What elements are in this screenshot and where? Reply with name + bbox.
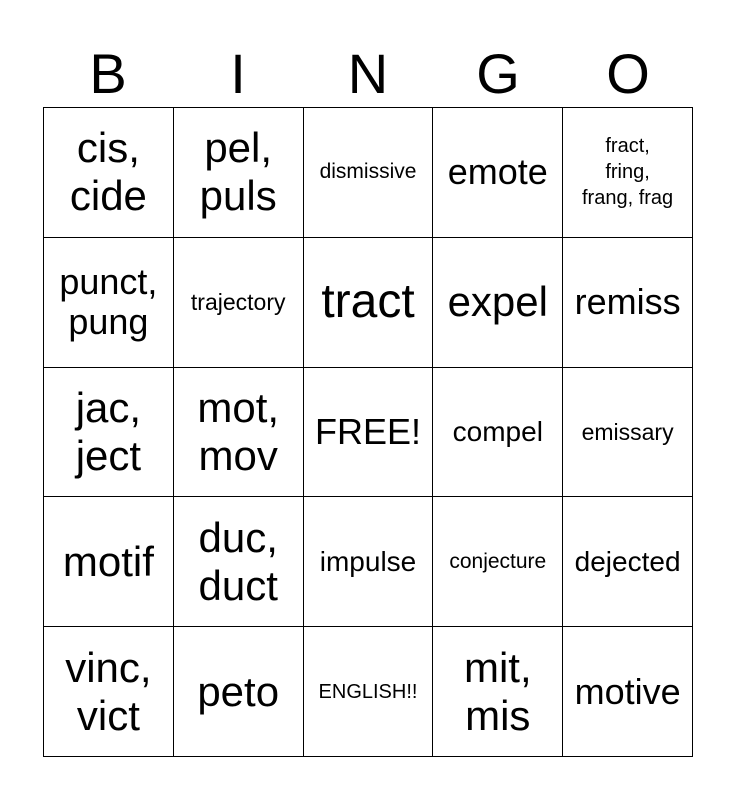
bingo-cell-r2-c2[interactable]: trajectory [174,238,304,368]
bingo-cell-r3-c5[interactable]: emissary [563,368,693,498]
bingo-cell-r1-c5[interactable]: fract, fring, frang, frag [563,108,693,238]
header-letter-b: B [89,42,127,105]
bingo-cell-r4-c2[interactable]: duc, duct [174,497,304,627]
bingo-cell-r1-c4[interactable]: emote [433,108,563,238]
bingo-board [43,107,693,757]
bingo-cell-r2-c1[interactable]: punct, pung [44,238,174,368]
header-letter-n: N [347,42,389,105]
bingo-cell-r2-c4[interactable]: expel [433,238,563,368]
bingo-cell-r4-c4[interactable]: conjecture [433,497,563,627]
bingo-cell-r4-c1[interactable]: motif [44,497,174,627]
bingo-cell-r3-c3-free-space[interactable]: FREE! [304,368,434,498]
bingo-cell-r5-c5[interactable]: motive [563,627,693,757]
bingo-cell-r2-c5[interactable]: remiss [563,238,693,368]
bingo-cell-r1-c2[interactable]: pel, puls [174,108,304,238]
bingo-cell-r5-c1[interactable]: vinc, vict [44,627,174,757]
header-letter-i: I [230,42,246,105]
bingo-header [43,40,693,108]
bingo-cell-r1-c3[interactable]: dismissive [304,108,434,238]
bingo-cell-r4-c5[interactable]: dejected [563,497,693,627]
bingo-cell-r5-c2[interactable]: peto [174,627,304,757]
bingo-cell-r4-c3[interactable]: impulse [304,497,434,627]
bingo-cell-r2-c3[interactable]: tract [304,238,434,368]
header-letter-o: O [606,42,650,105]
bingo-cell-r3-c4[interactable]: compel [433,368,563,498]
bingo-cell-r3-c1[interactable]: jac, ject [44,368,174,498]
bingo-cell-r5-c3[interactable]: ENGLISH!! [304,627,434,757]
bingo-cell-r5-c4[interactable]: mit, mis [433,627,563,757]
bingo-cell-r3-c2[interactable]: mot, mov [174,368,304,498]
bingo-cell-r1-c1[interactable]: cis, cide [44,108,174,238]
header-letter-g: G [476,42,520,105]
